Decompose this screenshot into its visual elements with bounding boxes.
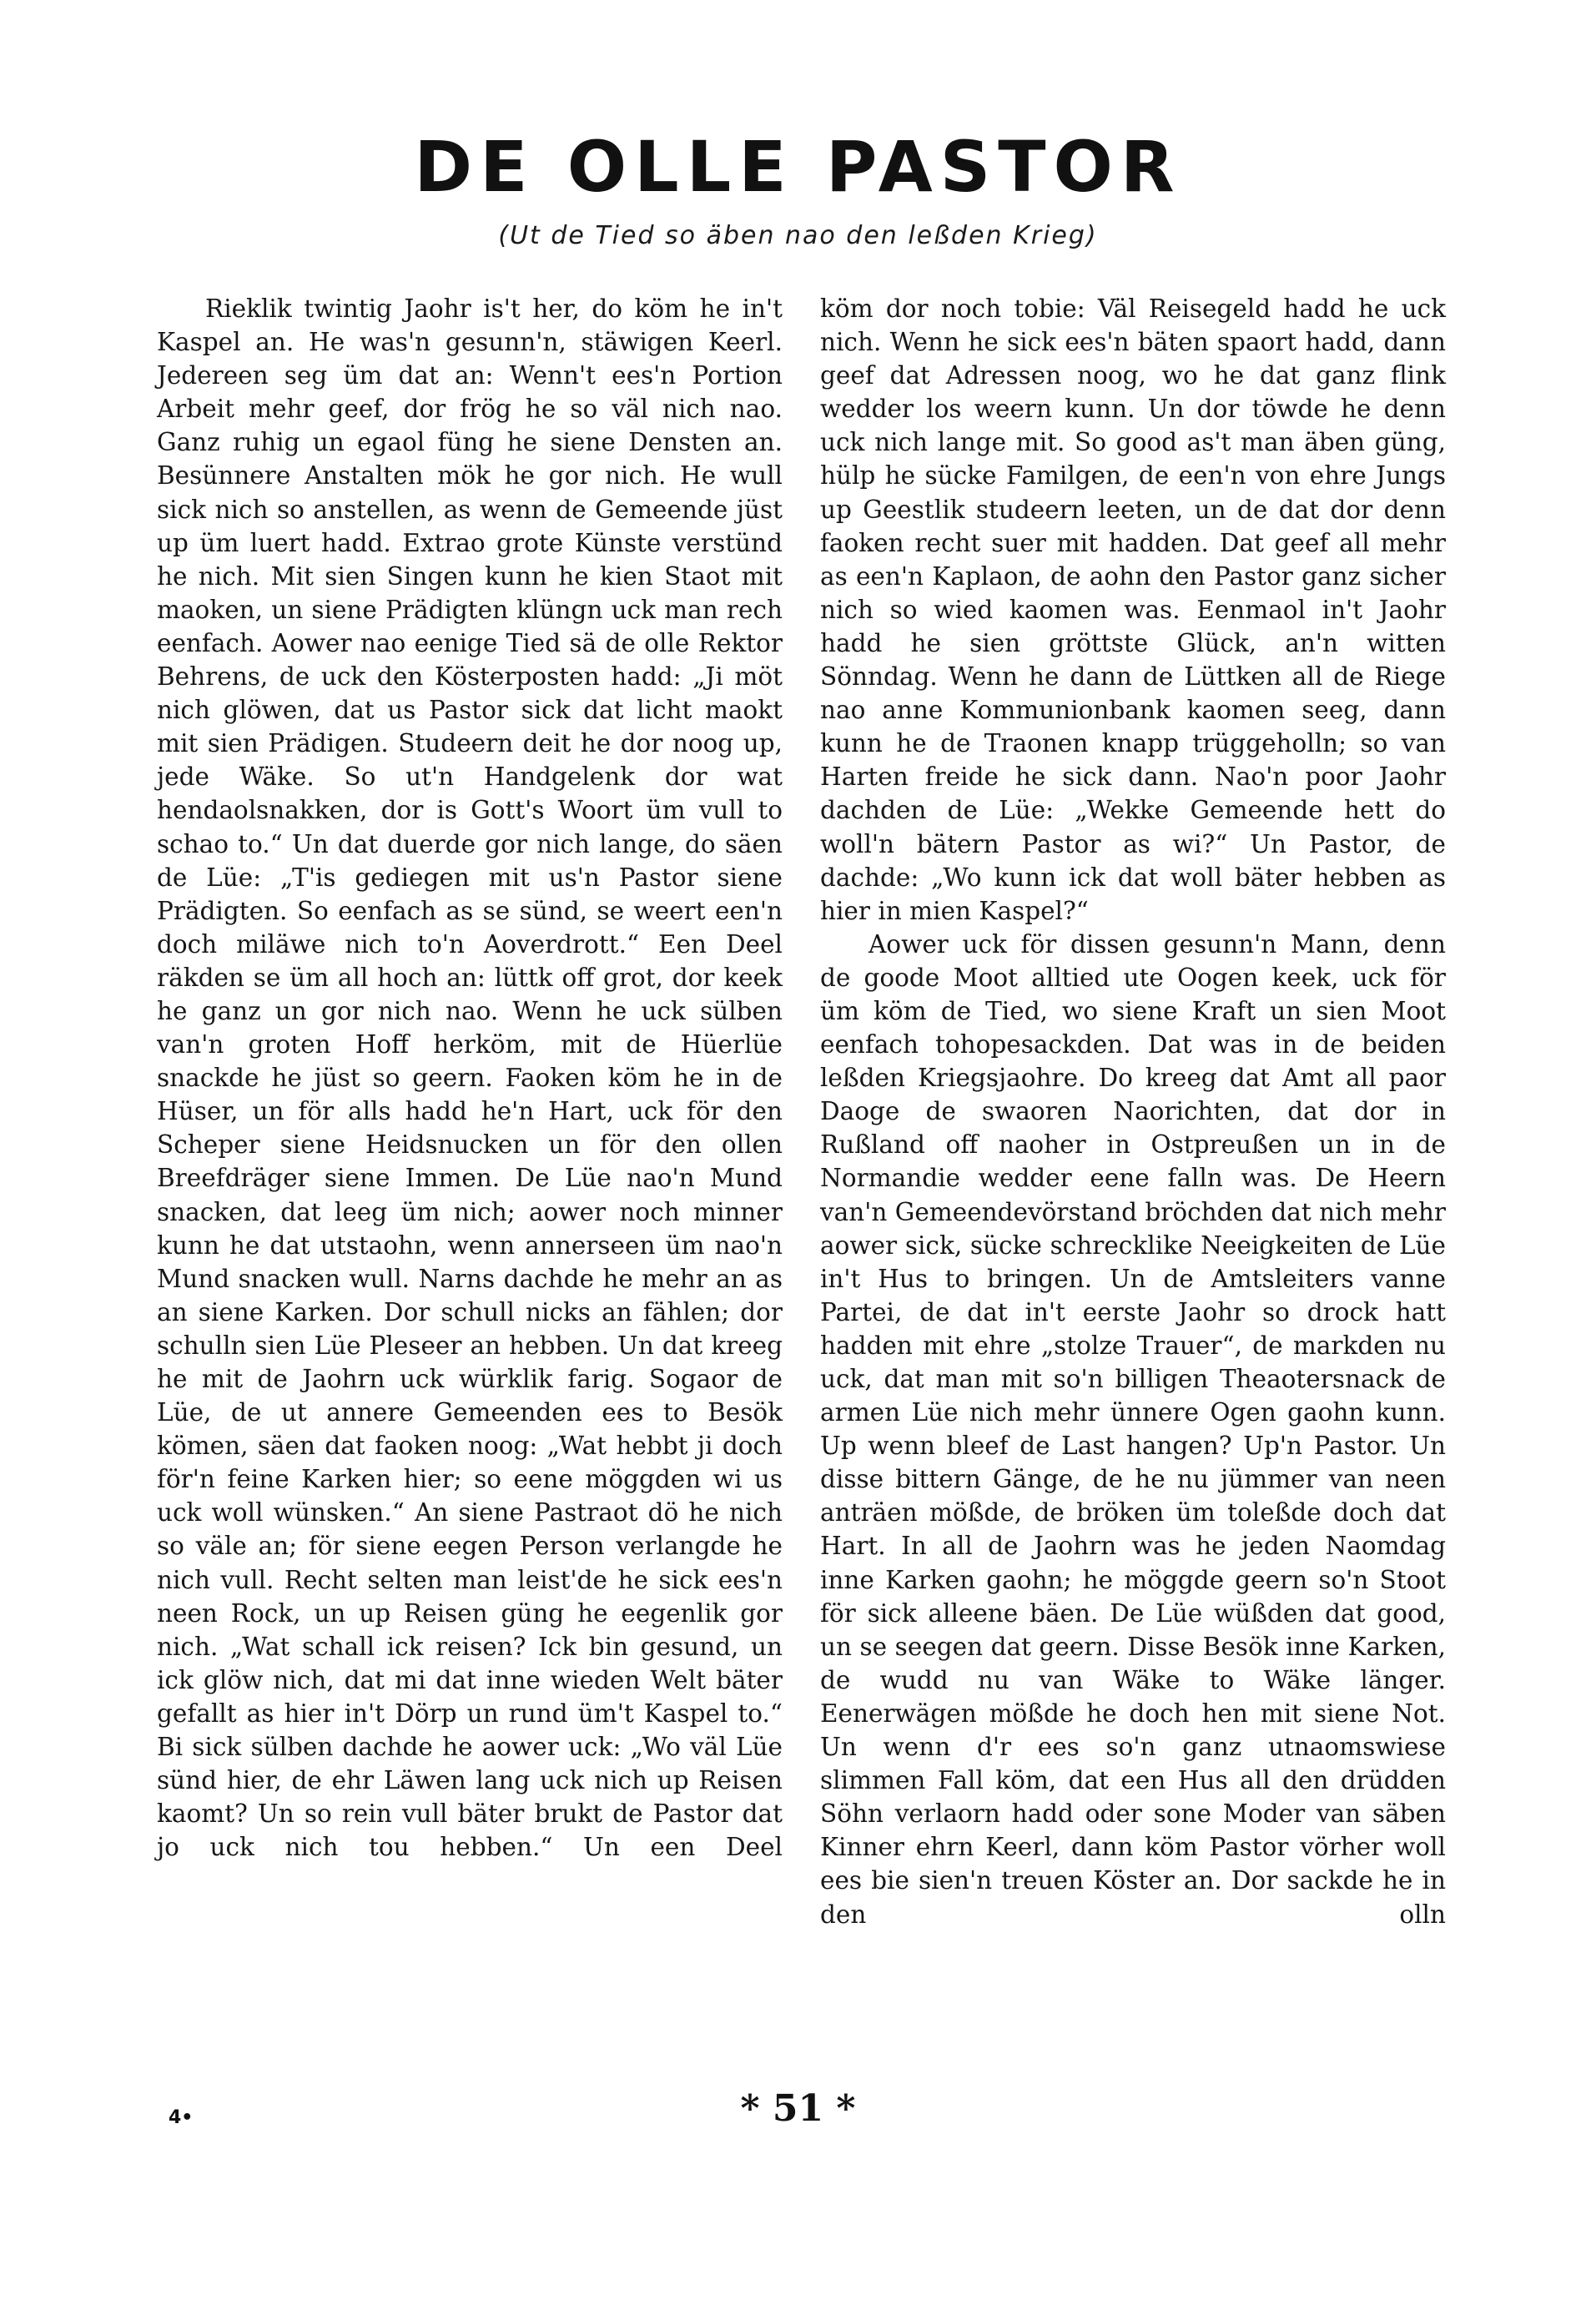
right-column — [820, 292, 1446, 1931]
paragraph-left-1: Rieklik twintig Jaohr is't her, do köm he in't Kaspel an. He was'n gesunn'n, stäwigen Keerl. Jedereen seg üm dat an: Wenn't ees'n Portion Arbeit mehr geef, dor frög he so väl nich nao. Ganz ruhig un egaol füng he siene Densten an. Besünnere Anstalten mök he gor nich. He wull sick nich so anstellen, as wenn de Gemeende jüst up üm luert hadd. Extrao grote Künste verstünd he nich. Mit sien Singen kunn he kien Staot mit maoken, un siene Prädigten klüngn uck man rech eenfach. Aower nao eenige Tied sä de olle Rektor Behrens, de uck den Kösterposten hadd: „Ji möt nich glöwen, dat us Pastor sick dat licht maokt mit sien Prädigen. Studeern deit he dor noog up, jede Wäke. So ut'n Handgelenk dor wat hendaolsnakken, dor is Gott's Woort üm vull to schao to.“ Un dat duerde gor nich lange, do säen de Lüe: „T'is gediegen mit us'n Pastor siene Prädigten. So eenfach as se sünd, se weert een'n doch miläwe nich to'n Aoverdrott.“ Een Deel räkden se üm all hoch an: lüttk off grot, dor keek he ganz un gor nich nao. Wenn he uck sülben van'n groten Hoff herköm, mit de Hüerlüe snackde he jüst so geern. Faoken köm he in de Hüser, un för alls hadd he'n Hart, uck för den Scheper siene Heidsnucken un för den ollen Breefdräger siene Immen. De Lüe nao'n Mund snacken, dat leeg üm nich; aower noch minner kunn he dat utstaohn, wenn annerseen üm nao'n Mund snacken wull. Narns dachde he mehr an as an siene Karken. Dor schull nicks an fählen; dor schulln sien Lüe Pleseer an hebben. Un dat kreeg he mit de Jaohrn uck würklik farig. Sogaor de Lüe, de ut annere Gemeenden ees to Besök kömen, säen dat faoken noog: „Wat hebbt ji doch för'n feine Karken hier; so eene möggden wi us uck woll wünsken.“ An siene Pastraot dö he nich so väle an; för siene eegen Person verlangde he nich vull. Recht selten man leist'de he sick ees'n neen Rock, un up Reisen güng he eegenlik gor nich. „Wat schall ick reisen? Ick bin gesund, un ick glöw nich, dat mi dat inne wieden Welt bäter gefallt as hier in't Dörp un rund üm't Kaspel to.“ Bi sick sülben dachde he aower uck: „Wo väl Lüe sünd hier, de ehr Läwen lang uck nich up Reisen kaomt? Un so rein vull bäter brukt de Pastor dat jo uck nich tou hebben.“ Un een Deel — [157, 294, 783, 1862]
paragraph-right-2: Aower uck för dissen gesunn'n Mann, denn de goode Moot alltied ute Oogen keek, uck för üm köm de Tied, wo siene Kraft un sien Moot eenfach tohopesackden. Dat was in de beiden leßden Kriegsjaohre. Do kreeg dat Amt all paor Daoge de swaoren Naorichten, dat dor in Rußland off naoher in Ostpreußen un in de Normandie wedder eene falln was. De Heern van'n Gemeendevörstand bröchden dat nich mehr aower sick, sücke schrecklike Neeigkeiten de Lüe in't Hus to bringen. Un de Amtsleiters vanne Partei, de dat in't eerste Jaohr so drock hatt hadden mit ehre „stolze Trauer“, de markden nu uck, dat man mit so'n billigen Theaotersnack de armen Lüe nich mehr ünnere Ogen gaohn kunn. Up wenn bleef de Last hangen? Up'n Pastor. Un disse bittern Gänge, de he nu jümmer van neen anträen mößde, de bröken üm toleßde doch dat Hart. In all de Jaohrn was he jeden Naomdag inne Karken gaohn; he möggde geern so'n Stoot för sick alleene bäen. De Lüe wüßden dat good, un se seegen dat geern. Disse Besök inne Karken, de wudd nu van Wäke to Wäke länger. Eenerwägen mößde he doch hen mit siene Not. Un wenn d'r ees so'n ganz utnaomswiese slimmen Fall köm, dat een Hus all den drüdden Söhn verlaorn hadd oder sone Moder van säben Kinner ehrn Keerl, dann köm Pastor vörher woll ees bie sien'n treuen Köster an. Dor sackde he in den olln — [820, 929, 1446, 1929]
article-subtitle: (Ut de Tied so äben nao den leßden Krieg) — [498, 221, 1098, 250]
left-column — [157, 292, 783, 1864]
page-number: * 51 * — [740, 2087, 856, 2130]
signature-mark: 4• — [169, 2107, 194, 2128]
article-title: DE OLLE PASTOR — [414, 126, 1182, 208]
paragraph-right-1: köm dor noch tobie: Väl Reisegeld hadd he uck nich. Wenn he sick ees'n bäten spaort hadd, dann geef dat Adressen noog, wo he dat ganz flink wedder los weern kunn. Un dor töwde he denn uck nich lange mit. So good as't man äben güng, hülp he sücke Familgen, de een'n von ehre Jungs up Geestlik studeern leeten, un de dat dor denn faoken recht suer mit hadden. Dat geef all mehr as een'n Kaplaon, de aohn den Pastor ganz sicher nich so wied kaomen was. Eenmaol in't Jaohr hadd he sien gröttste Glück, an'n witten Sönndag. Wenn he dann de Lüttken all de Riege nao anne Kommunionbank kaomen seeg, dann kunn he de Traonen knapp trüggeholln; so van Harten freide he sick dann. Nao'n poor Jaohr dachden de Lüe: „Wekke Gemeende hett do woll'n bätern Pastor as wi?“ Un Pastor, de dachde: „Wo kunn ick dat woll bäter hebben as hier in mien Kaspel?“ — [820, 294, 1446, 925]
